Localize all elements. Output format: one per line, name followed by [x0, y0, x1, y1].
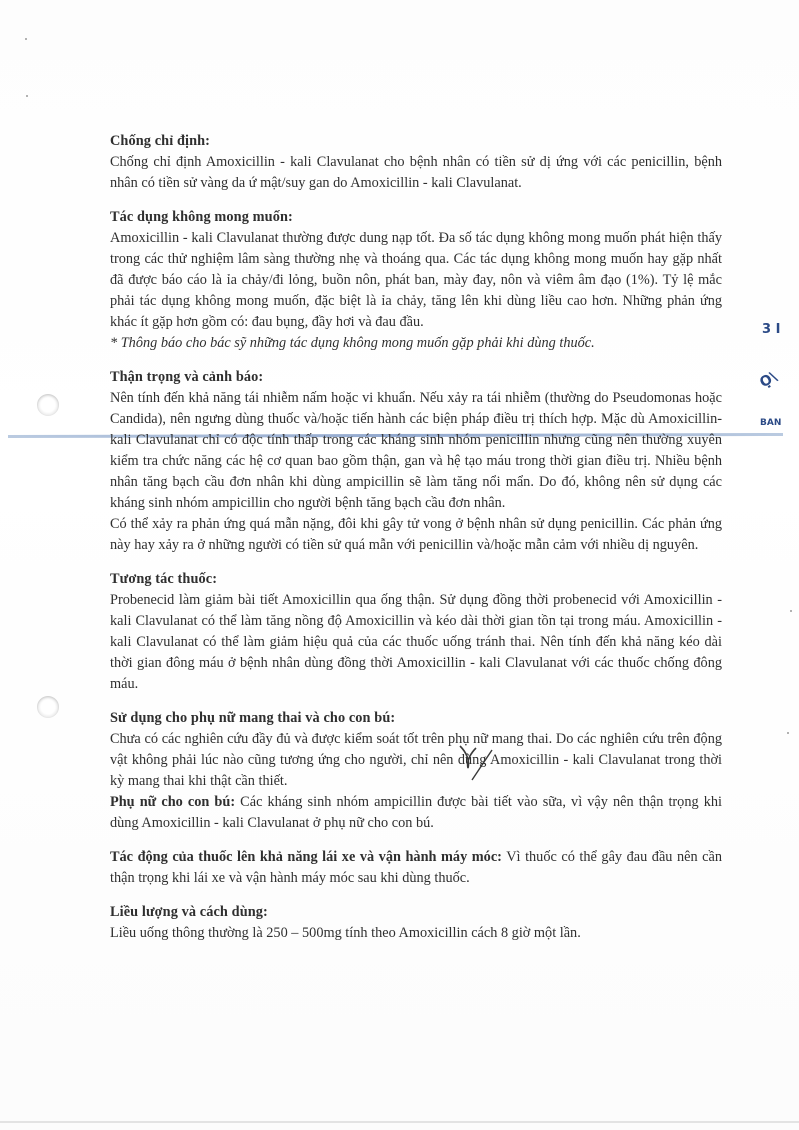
punch-hole-icon	[37, 696, 59, 718]
page-bottom-edge	[0, 1121, 799, 1123]
section-text-continued: Có thể xảy ra phản ứng quá mẫn nặng, đôi khi gây tử vong ở bệnh nhân sử dụng penicillin. Các phản ứng này hay xảy ra ở những người có tiền sử quá mẫn với penicillin và/hoặc mẫn cảm với nhiều dị nguyên.	[110, 516, 722, 553]
section-contraindications	[110, 131, 722, 194]
section-text: Liều uống thông thường là 250 – 500mg tính theo Amoxicillin cách 8 giờ một lần.	[110, 925, 581, 941]
punch-hole-icon	[37, 394, 59, 416]
stamp-text-2: Ọ\	[757, 368, 780, 392]
section-interactions	[110, 569, 722, 695]
section-text: Vì thuốc có thể gây đau đầu nên cần thận trọng khi lái xe và vận hành máy móc sau khi dùng thuốc.	[110, 849, 723, 886]
section-pregnancy	[110, 708, 722, 834]
section-heading: Tác dụng không mong muốn:	[110, 209, 293, 225]
section-text: Amoxicillin - kali Clavulanat thường được dung nạp tốt. Đa số tác dụng không mong muốn phát hiện thấy trong các thử nghiệm lâm sàng thường nhẹ và thoáng qua. Các tác dụng không mong muốn hay gặp nhất đã được báo cáo là ỉa chảy/đi lỏng, buồn nôn, phát ban, mày đay, nôn và viêm âm đạo (1%). Tỷ lệ mắc phải tác dụng không mong muốn, đặc biệt là ỉa chảy, tăng lên khi dùng liều cao hơn. Những phản ứng khác ít gặp hơn gồm có: đau bụng, đầy hơi và đau đầu.	[110, 230, 722, 330]
section-side-effects	[110, 207, 722, 354]
section-heading: Sử dụng cho phụ nữ mang thai và cho con bú:	[110, 710, 396, 726]
section-heading: Tương tác thuốc:	[110, 571, 218, 587]
section-driving	[110, 847, 722, 889]
section-text: Nên tính đến khả năng tái nhiễm nấm hoặc vi khuẩn. Nếu xảy ra tái nhiễm (thường do Pseudomonas hoặc Candida), nên ngưng dùng thuốc và/hoặc tiến hành các biện pháp điều trị thích hợp. Mặc dù Amoxicillin- kali Clavulanat chỉ có độc tính thấp trong các kháng sinh nhóm penicillin nhưng cũng nên thường xuyên kiểm tra chức năng các hệ cơ quan bao gồm thận, gan và hệ tạo máu trong thời gian điều trị. Nhiều bệnh nhân tăng bạch cầu đơn nhân khi dùng ampicillin sẽ làm tăng nổi mẩn. Do đó, không nên sử dụng các kháng sinh nhóm ampicillin cho người bệnh tăng bạch cầu đơn nhân.	[110, 390, 722, 511]
section-dosage	[110, 902, 722, 944]
breastfeeding-text: Các kháng sinh nhóm ampicillin được bài tiết vào sữa, vì vậy nên thận trọng khi dùng Amoxicillin - kali Clavulanat ở phụ nữ cho con bú.	[110, 794, 722, 831]
document-body	[110, 131, 722, 957]
scan-speck	[26, 95, 28, 97]
stamp-text-3: BAN	[760, 418, 782, 428]
stamp-text-1: 3 I	[762, 322, 781, 337]
section-text: Chống chỉ định Amoxicillin - kali Clavulanat cho bệnh nhân có tiền sử dị ứng với các penicillin, bệnh nhân có tiền sử vàng da ứ mật/suy gan do Amoxicillin - kali Clavulanat.	[110, 154, 722, 191]
section-heading: Chống chỉ định:	[110, 133, 211, 149]
section-heading: Tác động của thuốc lên khả năng lái xe và vận hành máy móc:	[110, 849, 502, 865]
scan-speck	[787, 732, 789, 734]
stamp-fragment	[756, 318, 792, 438]
scan-speck	[790, 610, 792, 612]
section-heading: Liều lượng và cách dùng:	[110, 904, 268, 920]
section-text: Probenecid làm giảm bài tiết Amoxicillin qua ống thận. Sử dụng đồng thời probenecid với Amoxicillin - kali Clavulanat có thể làm tăng nồng độ Amoxicillin và kéo dài thời gian tồn tại trong máu. Amoxicillin - kali Clavulanat có thể làm giảm hiệu quả của các thuốc uống tránh thai. Nên tính đến khả năng kéo dài thời gian đông máu ở bệnh nhân dùng đồng thời Amoxicillin - kali Clavulanat với các thuốc chống đông máu.	[110, 592, 722, 692]
scan-speck	[25, 38, 27, 40]
breastfeeding-paragraph	[110, 792, 722, 834]
driving-paragraph	[110, 847, 722, 889]
section-note: * Thông báo cho bác sỹ những tác dụng không mong muốn gặp phải khi dùng thuốc.	[110, 335, 595, 351]
breastfeeding-heading: Phụ nữ cho con bú:	[110, 794, 236, 810]
handwritten-signature-icon	[452, 742, 502, 784]
section-text: Chưa có các nghiên cứu đầy đủ và được kiểm soát tốt trên phụ nữ mang thai. Do các nghiên cứu trên động vật không phải lúc nào cũng tương ứng cho người, chỉ nên dùng Amoxicillin - kali Clavulanat trong thời kỳ mang thai khi thật cần thiết.	[110, 731, 722, 789]
section-precautions	[110, 367, 722, 556]
section-heading: Thận trọng và cảnh báo:	[110, 369, 264, 385]
